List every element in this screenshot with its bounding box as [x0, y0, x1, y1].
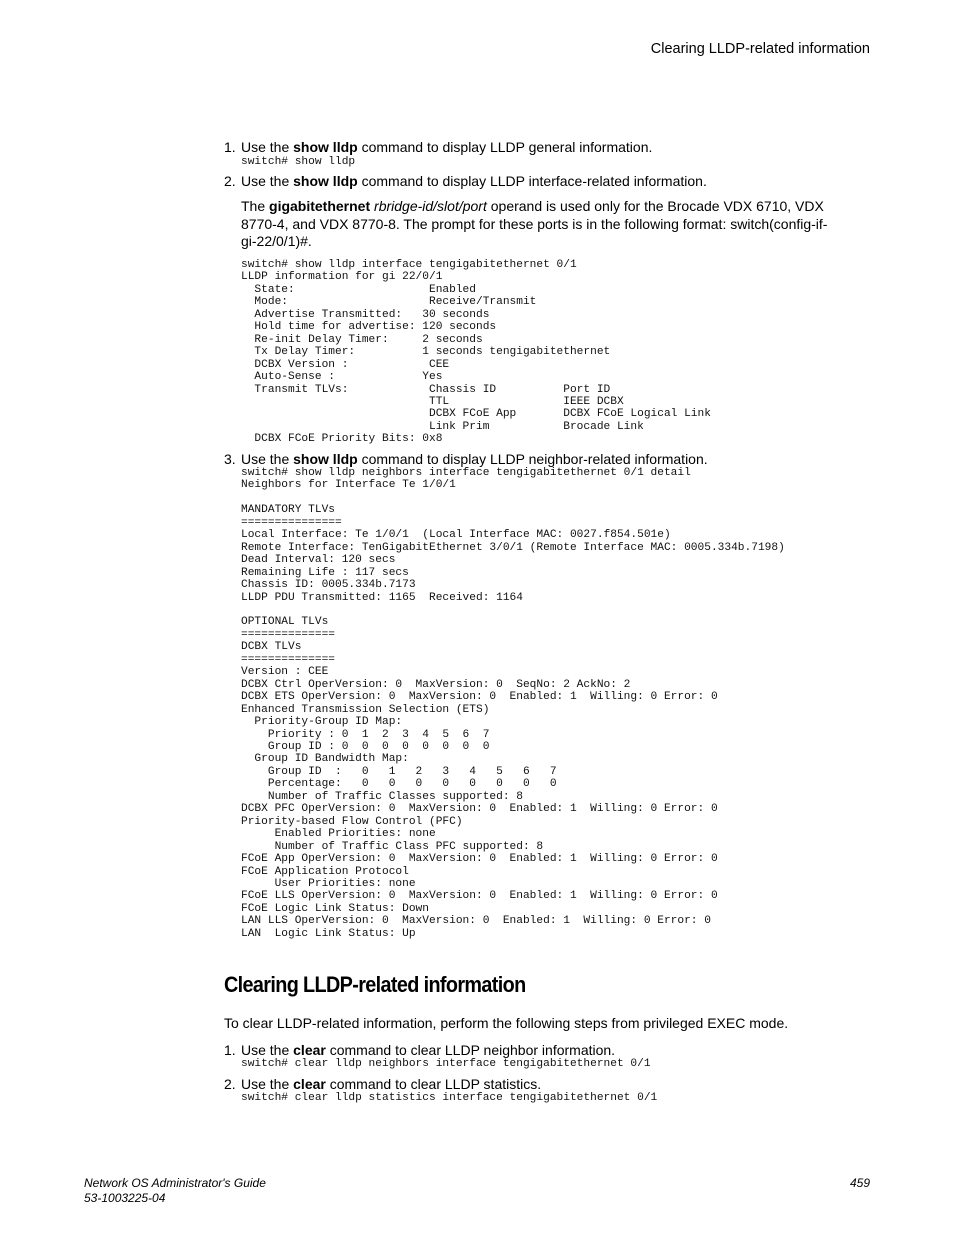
command-name: show lldp	[293, 139, 358, 155]
step-text-post: command to display LLDP interface-related information.	[357, 173, 707, 189]
code-clear-statistics: switch# clear lldp statistics interface tengigabitethernet 0/1	[241, 1092, 658, 1104]
operand-variable: rbridge-id/slot/port	[374, 198, 487, 214]
step-text-pre: Use the	[241, 173, 294, 189]
step-text-post: command to clear LLDP neighbor information.	[325, 1042, 616, 1058]
section-intro: To clear LLDP-related information, perform the following steps from privileged EXEC mode.	[224, 1015, 789, 1031]
clear-step-1	[224, 1042, 881, 1059]
footer-doc-title: Network OS Administrator's Guide	[84, 1176, 266, 1190]
step-1	[224, 139, 881, 156]
footer-doc-number: 53-1003225-04	[84, 1191, 166, 1205]
page-number: 459	[849, 1176, 870, 1190]
command-name: clear	[293, 1076, 326, 1092]
code-show-lldp-neighbors: switch# show lldp neighbors interface tengigabitethernet 0/1 detail Neighbors for Interface Te 1/0/1 MANDATORY TLVs =============== Local Interface: Te 1/0/1 (Local Interface MAC: 0027.f854.501e) Remote Interface: TenGigabitEthernet 3/0/1 (Remote Interface MAC: 0005.334b.7198) Dead Interval: 120 secs Remaining Life : 117 secs Chassis ID: 0005.334b.7173 LLDP PDU Transmitted: 1165 Received: 1164 OPTIONAL TLVs ============== DCBX TLVs ============== Version : CEE DCBX Ctrl OperVersion: 0 MaxVersion: 0 SeqNo: 2 AckNo: 2 DCBX ETS OperVersion: 0 MaxVersion: 0 Enabled: 1 Willing: 0 Error: 0 Enhanced Transmission Selection (ETS) Priority-Group ID Map: Priority : 0 1 2 3 4 5 6 7 Group ID : 0 0 0 0 0 0 0 0 Group ID Bandwidth Map: Group ID : 0 1 2 3 4 5 6 7 Percentage: 0 0 0 0 0 0 0 0 Number of Traffic Classes supported: 8 DCBX PFC OperVersion: 0 MaxVersion: 0 Enabled: 1 Willing: 0 Error: 0 Priority-based Flow Control (PFC) Enabled Priorities: none Number of Traffic Class PFC supported: 8 FCoE App OperVersion: 0 MaxVersion: 0 Enabled: 1 Willing: 0 Error: 0 FCoE Application Protocol User Priorities: none FCoE LLS OperVersion: 0 MaxVersion: 0 Enabled: 1 Willing: 0 Error: 0 FCoE Logic Link Status: Down LAN LLS OperVersion: 0 MaxVersion: 0 Enabled: 1 Willing: 0 Error: 0 LAN Logic Link Status: Up	[241, 467, 785, 940]
note-text-pre: The	[241, 198, 270, 214]
step-text-post: command to clear LLDP statistics.	[325, 1076, 542, 1092]
step-number: 1.	[224, 139, 236, 155]
step-2	[224, 173, 881, 190]
command-name: show lldp	[293, 173, 358, 189]
step-number: 2.	[224, 1076, 236, 1092]
step-text-pre: Use the	[241, 451, 294, 467]
code-show-lldp-interface: switch# show lldp interface tengigabitethernet 0/1 LLDP information for gi 22/0/1 State: Enabled Mode: Receive/Transmit Advertise Transmitted: 30 seconds Hold time for advertise: 120 seconds Re-init Delay Timer: 2 seconds Tx Delay Timer: 1 seconds tengigabitethernet DCBX Version : CEE Auto-Sense : Yes Transmit TLVs: Chassis ID Port ID TTL IEEE DCBX DCBX FCoE App DCBX FCoE Logical Link Link Prim Brocade Link DCBX FCoE Priority Bits: 0x8	[241, 259, 711, 446]
running-header: Clearing LLDP-related information	[650, 41, 870, 57]
operand-keyword: gigabitethernet	[269, 198, 371, 214]
gigabitethernet-note	[241, 198, 841, 251]
step-number: 1.	[224, 1042, 236, 1058]
section-title: Clearing LLDP-related information	[224, 972, 526, 997]
step-text-post: command to display LLDP general information.	[357, 139, 653, 155]
command-name: show lldp	[293, 451, 358, 467]
command-name: clear	[293, 1042, 326, 1058]
note-text-post: operand is used only for the Brocade VDX 6710, VDX 8770-4, and VDX 8770-8. The prompt for these ports is in the following format: switch(config-if-gi-22/0/1)#.	[241, 198, 828, 249]
step-number: 3.	[224, 451, 236, 467]
step-text-pre: Use the	[241, 1042, 294, 1058]
code-clear-neighbors: switch# clear lldp neighbors interface tengigabitethernet 0/1	[241, 1058, 651, 1070]
step-text-pre: Use the	[241, 1076, 294, 1092]
footer-doc-info	[84, 1176, 266, 1206]
step-text-pre: Use the	[241, 139, 294, 155]
code-show-lldp: switch# show lldp	[241, 156, 356, 168]
step-number: 2.	[224, 173, 236, 189]
step-text-post: command to display LLDP neighbor-related information.	[357, 451, 708, 467]
step-3	[224, 451, 881, 468]
clear-step-2	[224, 1076, 881, 1093]
